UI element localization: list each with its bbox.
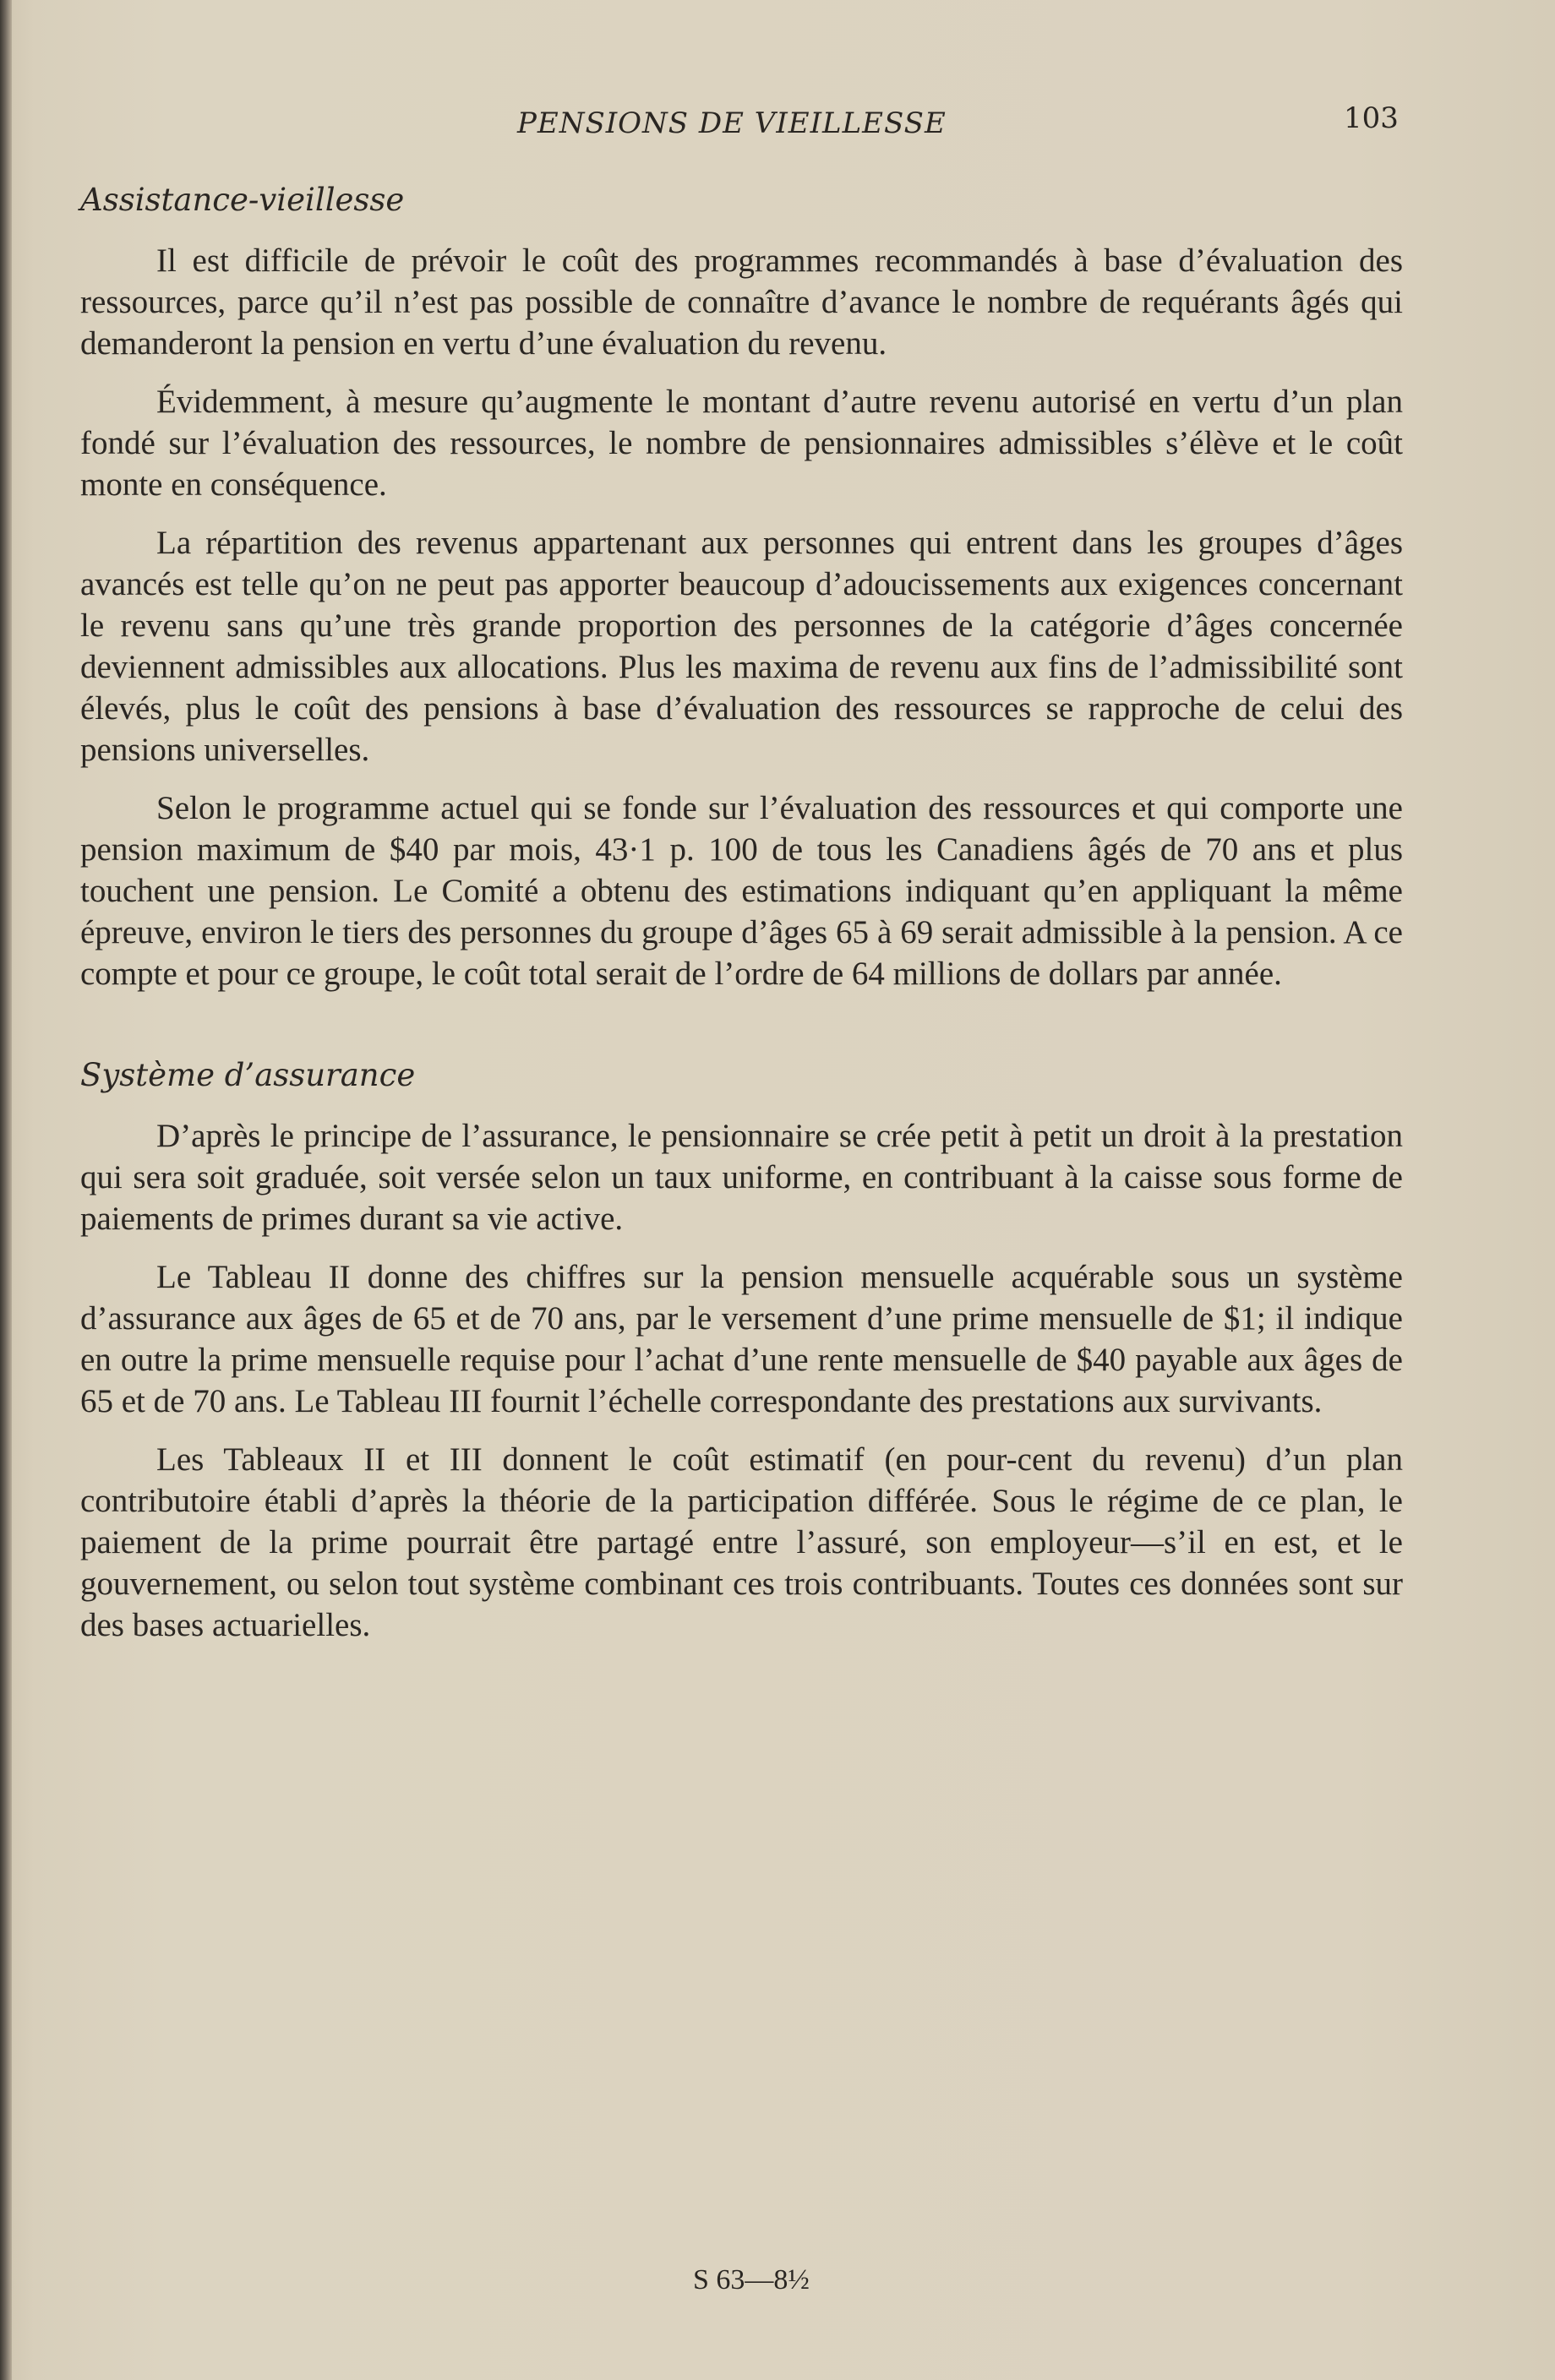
paragraph: Il est difficile de prévoir le coût des programmes recommandés à base d’évaluation des ressources, parce qu’il n’est pas possible de connaître d’avance le nombre de requérants âgés qui demanderont la pension en vertu d’une évaluation du revenu. [80,242,1403,362]
section-spacer [80,1011,1403,1057]
running-head [0,101,1555,152]
paragraph: La répartition des revenus appartenant aux personnes qui entrent dans les groupes d’âges avancés est telle qu’on ne peut pas apporter beaucoup d’adoucissements aux exigences concernant le revenu sans qu’une très grande proportion des personnes de la catégorie d’âges concernée deviennent admissibles aux allocations. Plus les maxima de revenu aux fins de l’admissibilité sont élevés, plus le coût des pensions à base d’évaluation des ressources se rapproche de celui des pensions universelles. [80,525,1403,768]
running-title: PENSIONS DE VIEILLESSE [517,106,947,140]
page-number: 103 [1344,101,1399,135]
section-heading-assurance: Système d’assurance [80,1057,416,1093]
paragraph: Selon le programme actuel qui se fonde sur l’évaluation des ressources et qui comporte une pension maximum de $40 par mois, 43·1 p. 100 de tous les Canadiens âgés de 70 ans et plus touchent une pension. Le Comité a obtenu des estimations indiquant qu’en appliquant la même épreuve, environ le tiers des personnes du groupe d’âges 65 à 69 serait admissible à la pension. A ce compte et pour ce groupe, le coût total serait de l’ordre de 64 millions de dollars par année. [80,790,1403,992]
section-heading-assistance: Assistance-vieillesse [80,182,405,218]
paragraph: Les Tableaux II et III donnent le coût estimatif (en pour-cent du revenu) d’un plan contributoire établi d’après la théorie de la participation différée. Sous le régime de ce plan, le paiement de la prime pourrait être partagé entre l’assuré, son employeur—s’il en est, et le gouvernement, ou selon tout système combinant ces trois contribuants. Toutes ces données sont sur des bases actuarielles. [80,1441,1403,1643]
paragraph: Le Tableau II donne des chiffres sur la pension mensuelle acquérable sous un système d’assurance aux âges de 65 et de 70 ans, par le versement d’une prime mensuelle de $1; il indique en outre la prime mensuelle requise pour l’achat d’une rente mensuelle de $40 payable aux âges de 65 et de 70 ans. Le Tableau III fournit l’échelle correspondante des prestations aux survivants. [80,1259,1403,1419]
paragraph: D’après le principe de l’assurance, le pensionnaire se crée petit à petit un droit à la prestation qui sera soit graduée, soit versée selon un taux uniforme, en contribuant à la caisse sous forme de paiements de primes durant sa vie active. [80,1118,1403,1237]
folio-signature: S 63—8½ [693,2264,810,2296]
page-body [80,182,1403,1663]
paragraph: Évidemment, à mesure qu’augmente le montant d’autre revenu autorisé en vertu d’un plan fondé sur l’évaluation des ressources, le nombre de pensionnaires admissibles s’élève et le coût monte en conséquence. [80,384,1403,503]
binding-edge [0,0,12,2380]
